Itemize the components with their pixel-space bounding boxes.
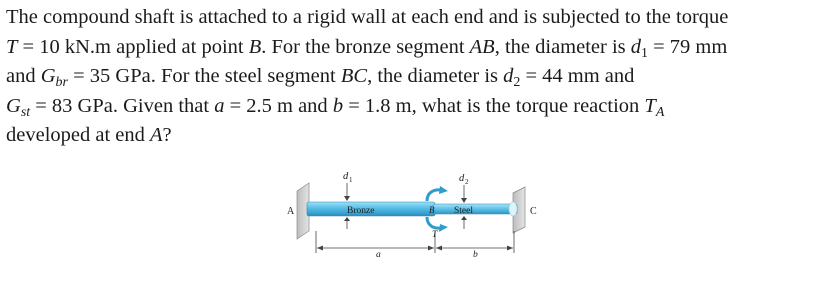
torque-arrowhead-top-icon — [439, 186, 448, 194]
label-d1-sub: 1 — [349, 176, 353, 184]
label-d2-sub: 2 — [465, 178, 469, 186]
problem-text: = 44 mm and — [525, 65, 635, 87]
symbol-segment-bc: BC — [340, 65, 368, 87]
problem-text: = 10 kN.m applied at point — [22, 35, 244, 58]
label-bronze: Bronze — [347, 206, 375, 216]
d1-arrowhead-icon — [344, 196, 350, 201]
symbol-b: b — [332, 94, 344, 117]
label-b-point: B — [429, 205, 435, 215]
torque-arc-bottom-icon — [427, 217, 441, 228]
label-b-dim: b — [473, 250, 478, 260]
problem-text: = 83 GPa. Given that — [35, 94, 210, 117]
shaft-diagram — [283, 163, 545, 267]
subscript-a: A — [655, 104, 665, 120]
problem-text: = 35 GPa. For the steel segment — [73, 65, 336, 87]
problem-line-1 — [6, 3, 824, 33]
label-steel: Steel — [454, 206, 473, 216]
problem-text: , the diameter is — [494, 35, 626, 58]
symbol-end-a: A — [150, 124, 163, 146]
dim-arrow-a-left-icon — [317, 246, 323, 251]
problem-line-2 — [6, 33, 824, 63]
dim-arrow-a-right-icon — [428, 246, 434, 251]
subscript-st: st — [20, 104, 31, 120]
d2-arrowhead-bottom-icon — [461, 216, 467, 220]
symbol-d2: d — [503, 65, 514, 87]
label-a-dim: a — [376, 250, 381, 260]
problem-statement — [6, 3, 824, 151]
subscript-2: 2 — [513, 75, 521, 91]
problem-text: = 2.5 m and — [229, 94, 328, 117]
symbol-ta: T — [644, 94, 656, 117]
shaft-figure — [283, 163, 545, 267]
problem-line-5 — [6, 121, 824, 151]
symbol-a: a — [214, 94, 225, 117]
dim-arrow-b-right-icon — [507, 246, 513, 251]
label-c-end: C — [530, 206, 537, 217]
problem-text: developed at end — [6, 124, 145, 146]
problem-text: = 1.8 m, what is the torque reaction — [348, 94, 640, 117]
torque-arrowhead-bottom-icon — [439, 224, 448, 232]
symbol-g-br: G — [40, 65, 56, 87]
label-d2: d — [459, 173, 465, 184]
torque-arc-top-icon — [427, 190, 441, 201]
problem-text: ? — [162, 124, 172, 146]
subscript-br: br — [55, 75, 68, 91]
d2-arrowhead-icon — [461, 198, 467, 203]
subscript-1: 1 — [641, 45, 648, 61]
problem-text: and — [6, 65, 36, 87]
d1-arrowhead-bottom-icon — [344, 217, 350, 221]
symbol-d1: d — [630, 35, 642, 58]
problem-line-3 — [6, 62, 824, 92]
problem-line-4 — [6, 92, 824, 122]
steel-shaft — [433, 204, 517, 214]
symbol-g-st: G — [6, 94, 21, 117]
dim-arrow-b-left-icon — [436, 246, 442, 251]
label-d1: d — [343, 171, 349, 182]
problem-text: . For the bronze segment — [261, 35, 465, 58]
symbol-point-b: B — [248, 35, 262, 58]
label-a-end: A — [287, 206, 295, 217]
steel-shaft-end — [509, 202, 517, 216]
symbol-torque: T — [6, 35, 18, 58]
problem-text: = 79 mm — [653, 35, 728, 58]
label-torque-t: T — [432, 230, 438, 240]
problem-text: The compound shaft is attached to a rigid wall at each end and is subjected to the torque — [6, 6, 729, 28]
problem-text: , the diameter is — [367, 65, 498, 87]
symbol-segment-ab: AB — [469, 35, 495, 58]
